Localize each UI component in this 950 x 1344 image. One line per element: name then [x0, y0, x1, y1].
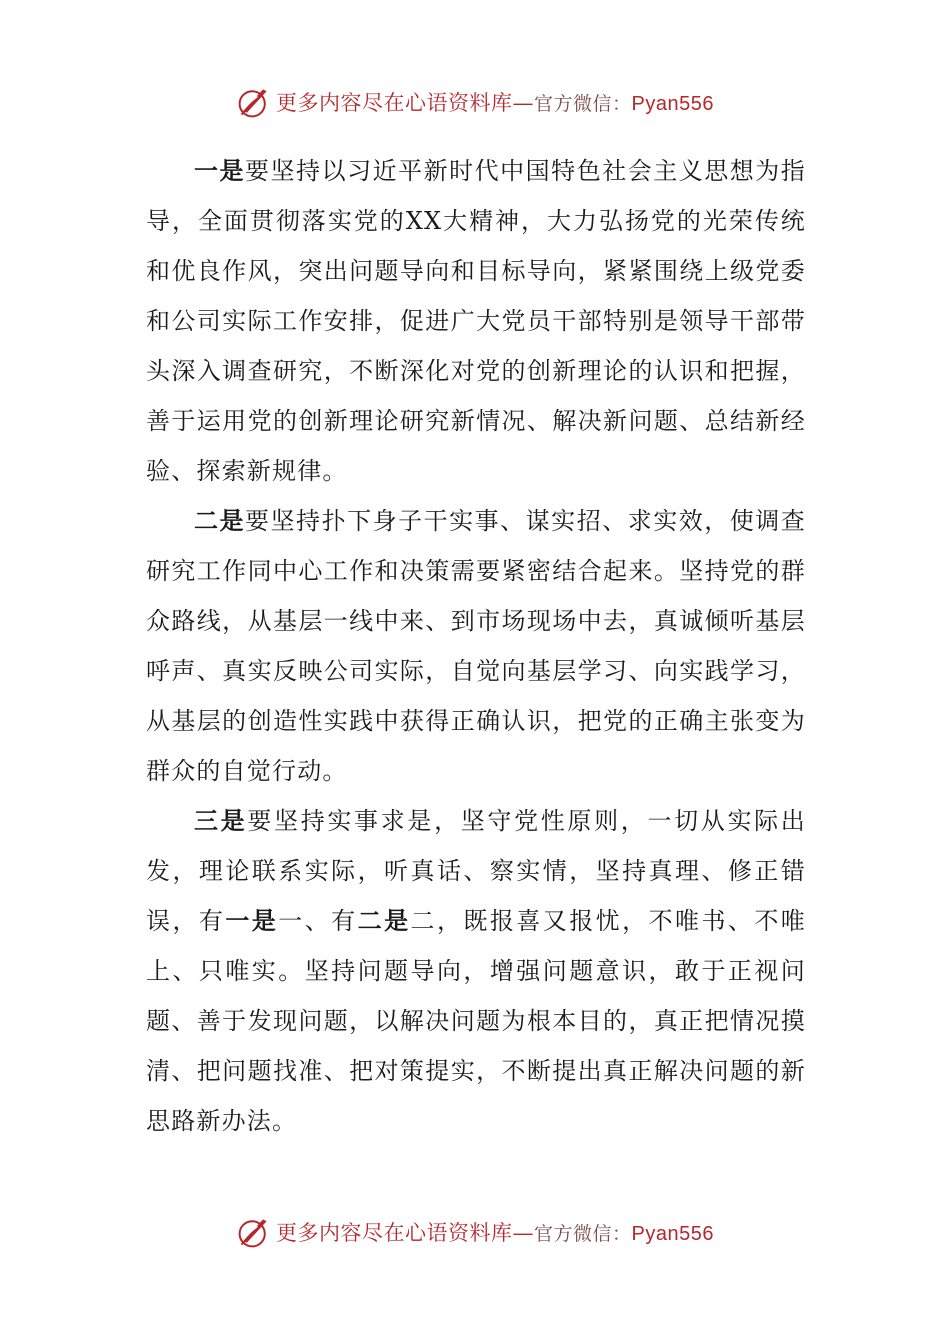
paragraph-3-bold-b: 一是: [225, 907, 279, 935]
watermark-contact-label: 官方微信：: [534, 1223, 632, 1245]
watermark-site-name: 更多内容尽在心语资料库: [276, 1221, 513, 1245]
paragraph-2: [146, 496, 806, 796]
watermark-text: [276, 87, 714, 117]
paragraph-1: [146, 146, 806, 496]
watermark-dash: —: [512, 91, 534, 115]
paragraph-3-lead: 三是: [194, 807, 248, 835]
paragraph-2-lead: 二是: [194, 507, 246, 535]
quill-pen-logo-icon: [236, 84, 272, 120]
paragraph-3-bold-d: 二是: [357, 907, 411, 935]
document-body: [146, 146, 806, 1146]
paragraph-3-text-e: 二，既报喜又报忧，不唯书、不唯上、只唯实。坚持问题导向，增强问题意识，敢于正视问题、善于发现问题，以解决问题为根本目的，真正把情况摸清、把问题找准、把对策提实，不断提出真正解决问题的新思路新办法。: [146, 907, 807, 1135]
paragraph-3: [146, 796, 806, 1146]
paragraph-3-text-a: 要坚持实事求是，坚守党性原则，一切从实际出发，理论联系实际，听真话、察实情，坚持真理、修正错误，有: [146, 807, 807, 935]
watermark-contact-label: 官方微信：: [534, 93, 632, 115]
header-watermark: [0, 80, 950, 124]
watermark-dash: —: [512, 1221, 534, 1245]
quill-pen-logo-icon: [236, 1214, 272, 1250]
paragraph-2-text: 要坚持扑下身子干实事、谋实招、求实效，使调查研究工作同中心工作和决策需要紧密结合起来。坚持党的群众路线，从基层一线中来、到市场现场中去，真诚倾听基层呼声、真实反映公司实际，自觉向基层学习、向实践学习，从基层的创造性实践中获得正确认识，把党的正确主张变为群众的自觉行动。: [146, 507, 806, 785]
paragraph-1-lead: 一是: [194, 157, 246, 185]
watermark-text: [276, 1217, 714, 1247]
watermark-contact-id: Pyan556: [631, 1223, 714, 1245]
footer-watermark: [0, 1210, 950, 1254]
watermark-site-name: 更多内容尽在心语资料库: [276, 91, 513, 115]
watermark-contact-id: Pyan556: [631, 93, 714, 115]
paragraph-1-text: 要坚持以习近平新时代中国特色社会主义思想为指导，全面贯彻落实党的XX大精神，大力弘扬党的光荣传统和优良作风，突出问题导向和目标导向，紧紧围绕上级党委和公司实际工作安排，促进广大党员干部特别是领导干部带头深入调查研究，不断深化对党的创新理论的认识和把握，善于运用党的创新理论研究新情况、解决新问题、总结新经验、探索新规律。: [146, 157, 806, 485]
paragraph-3-text-c: 一、有: [278, 907, 358, 935]
